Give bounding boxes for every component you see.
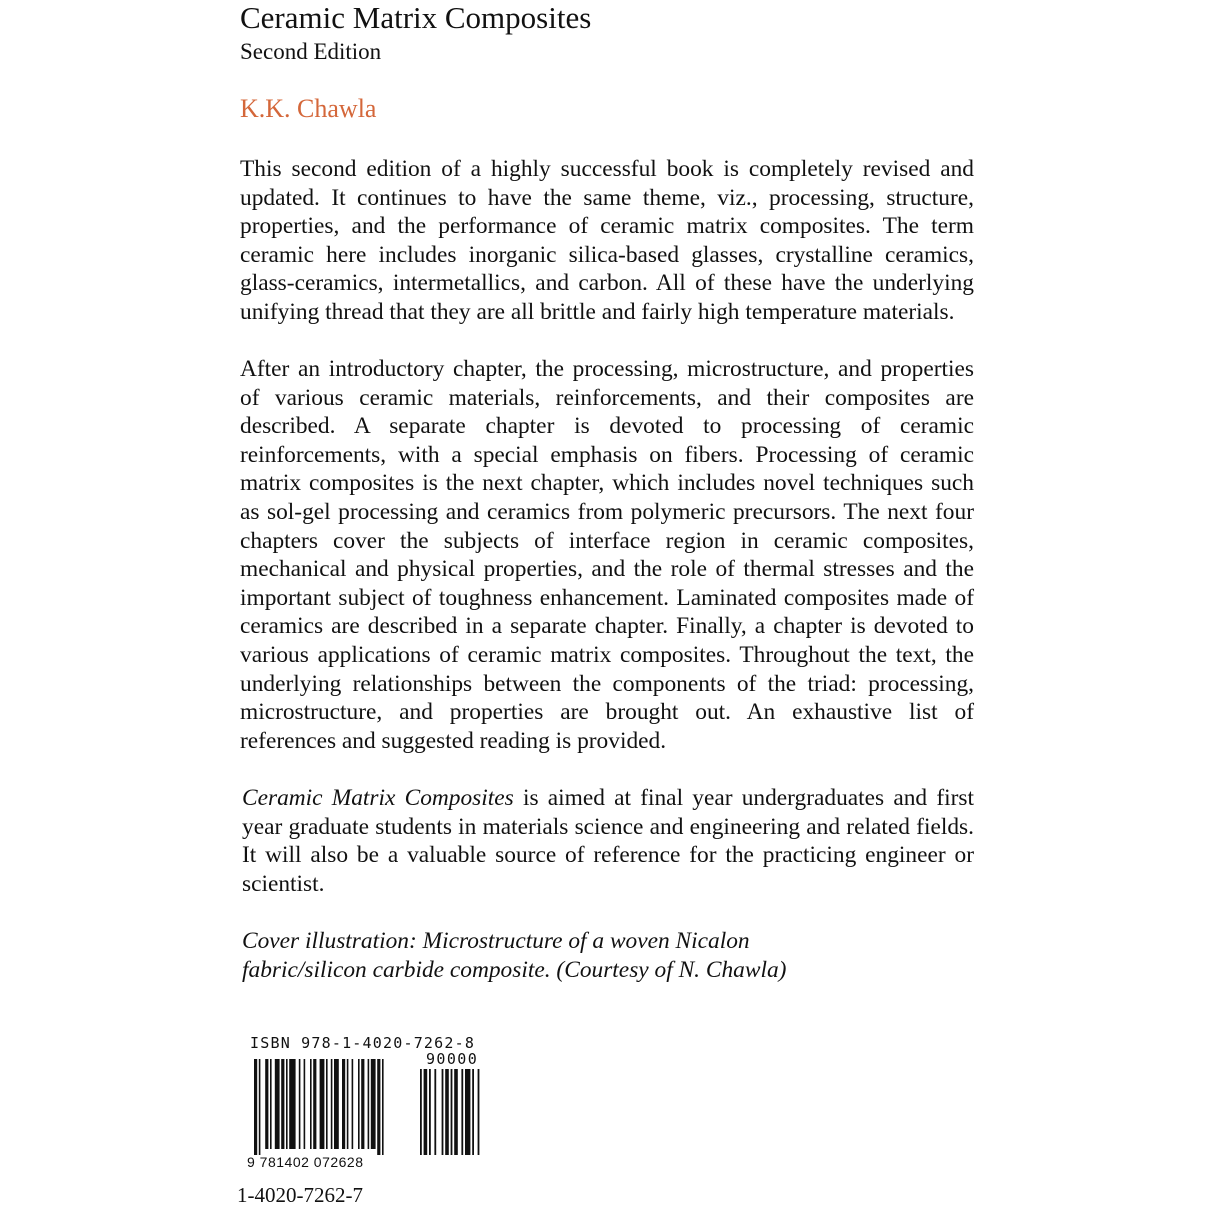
barcode-bars-icon (242, 1055, 497, 1155)
isbn13-label: ISBN 978-1-4020-7262-8 (250, 1034, 476, 1052)
isbn-barcode (242, 1035, 497, 1175)
book-author: K.K. Chawla (240, 94, 377, 123)
description-paragraph-2: After an introductory chapter, the processing, microstructure, and properties of various ceramic materials, reinforcements, and their composites are described. A separate chapter is devoted to processing of ceramic reinforcements, with a special emphasis on fibers. Processing of ceramic matrix composites is the next chapter, which includes novel techniques such as sol-gel processing and ceramics from polymeric precursors. The next four chapters cover the subjects of interface region in ceramic composites, mechanical and physical properties, and the role of thermal stresses and the important subject of toughness enhancement. Laminated composites made of ceramics are described in a separate chapter. Finally, a chapter is devoted to various applications of ceramic matrix composites. Throughout the text, the underlying relationships between the components of the triad: processing, microstructure, and properties are brought out. An exhaustive list of references and suggested reading is provided. (240, 356, 974, 754)
paragraph-3-italic-title: Ceramic Matrix Composites (242, 785, 514, 811)
isbn10-number: 1-4020-7262-7 (237, 1183, 363, 1207)
book-title: Ceramic Matrix Composites (240, 0, 592, 35)
ean-digits: 9 781402 072628 (247, 1154, 364, 1170)
barcode-addon-digits: 90000 (426, 1050, 479, 1068)
cover-illustration-note (242, 927, 786, 984)
paragraph-3-text: is aimed at final year undergraduates and first year graduate students in materials science and engineering and related fields. It will also be a valuable source of reference for the practicing engineer or scientist. (242, 785, 975, 897)
description-paragraph-1: This second edition of a highly successful book is completely revised and updated. It continues to have the same theme, viz., processing, structure, properties, and the performance of ceramic matrix composites. The term ceramic here includes inorganic silica-based glasses, crystalline ceramics, glass-ceramics, intermetallics, and carbon. All of these have the underlying unifying thread that they are all brittle and fairly high temperature materials. (240, 156, 974, 325)
cover-note-line-1: Cover illustration: Microstructure of a woven Nicalon (242, 928, 750, 954)
book-edition: Second Edition (240, 39, 382, 64)
cover-note-line-2: fabric/silicon carbide composite. (Courtesy of N. Chawla) (242, 956, 787, 983)
description-paragraph-3 (242, 784, 974, 898)
